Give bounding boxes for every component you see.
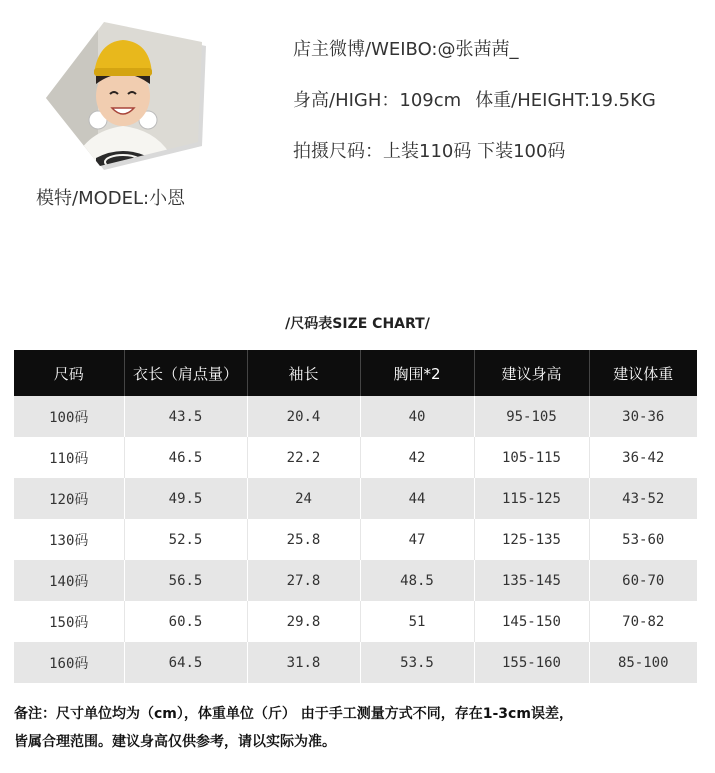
cell-height: 105-115: [474, 437, 589, 478]
table-row: [14, 478, 697, 519]
cell-sleeve: 29.8: [247, 601, 360, 642]
notes-line-2: 皆属合理范围。建议身高仅供参考，请以实际为准。: [14, 734, 336, 750]
cell-sleeve: 22.2: [247, 437, 360, 478]
header-size: 尺码: [14, 350, 124, 396]
cell-weight: 85-100: [589, 642, 697, 683]
model-photo: [38, 20, 208, 180]
cell-chest: 47: [360, 519, 474, 560]
header-sleeve: 袖长: [247, 350, 360, 396]
cell-weight: 70-82: [589, 601, 697, 642]
cell-chest: 48.5: [360, 560, 474, 601]
cell-chest: 51: [360, 601, 474, 642]
cell-height: 155-160: [474, 642, 589, 683]
cell-weight: 60-70: [589, 560, 697, 601]
cell-chest: 53.5: [360, 642, 474, 683]
notes: [14, 700, 709, 756]
cell-size: 110码: [14, 437, 124, 478]
height-value: 身高/HIGH：109cm: [293, 90, 462, 111]
model-info: [293, 38, 656, 191]
header-chest: 胸围*2: [360, 350, 474, 396]
size-chart-title: /尺码表SIZE CHART/: [285, 316, 430, 332]
size-chart-table: [14, 350, 697, 683]
table-row: [14, 437, 697, 478]
cell-size: 150码: [14, 601, 124, 642]
cell-length: 49.5: [124, 478, 247, 519]
table-row: [14, 601, 697, 642]
notes-line-1: 备注：尺寸单位均为（cm），体重单位（斤） 由于手工测量方式不同，存在1-3cm误差，: [14, 706, 573, 722]
shoot-size-line: 拍摄尺码：上装110码 下装100码: [293, 141, 566, 162]
cell-size: 140码: [14, 560, 124, 601]
cell-length: 60.5: [124, 601, 247, 642]
cell-height: 135-145: [474, 560, 589, 601]
cell-sleeve: 25.8: [247, 519, 360, 560]
cell-length: 56.5: [124, 560, 247, 601]
cell-size: 120码: [14, 478, 124, 519]
cell-weight: 43-52: [589, 478, 697, 519]
table-row: [14, 519, 697, 560]
cell-size: 100码: [14, 396, 124, 437]
header-suggested-weight: 建议体重: [589, 350, 697, 396]
table-row: [14, 642, 697, 683]
cell-chest: 42: [360, 437, 474, 478]
cell-sleeve: 27.8: [247, 560, 360, 601]
header-suggested-height: 建议身高: [474, 350, 589, 396]
cell-height: 115-125: [474, 478, 589, 519]
cell-length: 64.5: [124, 642, 247, 683]
cell-length: 52.5: [124, 519, 247, 560]
weight-value: 体重/HEIGHT:19.5KG: [475, 90, 656, 111]
cell-weight: 53-60: [589, 519, 697, 560]
table-row: [14, 560, 697, 601]
cell-sleeve: 20.4: [247, 396, 360, 437]
cell-chest: 40: [360, 396, 474, 437]
cell-size: 160码: [14, 642, 124, 683]
header-length: 衣长（肩点量）: [124, 350, 247, 396]
cell-sleeve: 24: [247, 478, 360, 519]
cell-height: 145-150: [474, 601, 589, 642]
body-measurements-line: [293, 89, 656, 113]
cell-size: 130码: [14, 519, 124, 560]
cell-height: 125-135: [474, 519, 589, 560]
table-header-row: [14, 350, 697, 396]
cell-weight: 30-36: [589, 396, 697, 437]
cell-weight: 36-42: [589, 437, 697, 478]
table-row: [14, 396, 697, 437]
cell-sleeve: 31.8: [247, 642, 360, 683]
weibo-line: 店主微博/WEIBO:@张茜茜_: [293, 39, 519, 60]
cell-chest: 44: [360, 478, 474, 519]
cell-height: 95-105: [474, 396, 589, 437]
model-caption: 模特/MODEL:小恩: [36, 188, 186, 209]
cell-length: 46.5: [124, 437, 247, 478]
cell-length: 43.5: [124, 396, 247, 437]
